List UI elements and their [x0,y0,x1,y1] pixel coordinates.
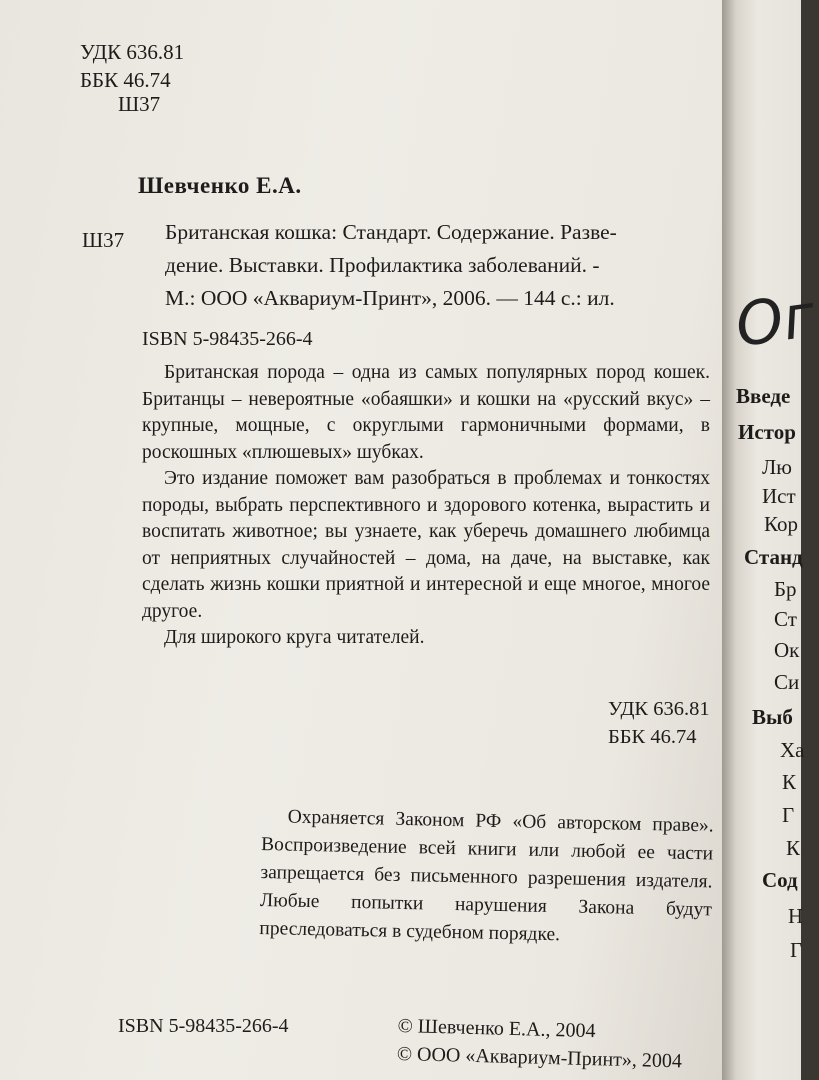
contents-line: Ист [762,484,796,508]
copyright-author: © Шевченко Е.А., 2004 [397,1014,596,1043]
abstract-paragraph: Для широкого круга читателей. [164,627,425,648]
contents-line: Станд [744,545,803,569]
isbn: ISBN 5-98435-266-4 [142,328,313,350]
contents-line: Сод [762,868,798,892]
contents-line: Бр [774,577,797,601]
bbk-code: ББК 46.74 [80,68,171,92]
author-name: Шевченко Е.А. [138,173,302,198]
abstract-paragraph: Британская порода – одна из самых популярных пород кошек. Британцы – невероятные «обаяшки» и кошки на «русский вкус» – крупные, мощные, с округлыми гармоничными формами, в роскошных «плюшевых» шубках. [142,362,710,463]
copyright-publisher: © ООО «Аквариум-Принт», 2004 [396,1042,683,1073]
contents-line: К [786,836,801,860]
copyright-law-notice: Охраняется Законом РФ «Об авторском праве». Воспроизведение всей книги или любой ее части запрещается без письменного разрешения издателя. Любые попытки нарушения Закона будут преследоваться в судебном порядке. [259,806,714,946]
contents-line: Выб [752,705,793,729]
isbn-bottom: ISBN 5-98435-266-4 [118,1015,289,1037]
contents-line: Си [774,670,800,694]
contents-line: Введе [736,384,791,408]
udk-code: УДК 636.81 [608,698,710,720]
bibliographic-description [165,216,617,315]
contents-page [722,0,819,1080]
contents-line: Н [788,904,804,928]
contents-line: Г [782,803,795,827]
contents-line: Ок [774,638,800,662]
contents-line: Ха [780,738,805,762]
udk-classification-top [80,38,184,94]
udk-code: УДК 636.81 [80,40,185,64]
desc-line: дение. Выставки. Профилактика заболеваний. - [165,253,600,277]
abstract-paragraph: Это издание поможет вам разобраться в проблемах и тонкостях породы, выбрать перспективного и здорового котенка, вырастить и воспитать животное; вы узнаете, как уберечь домашнего любимца от неприятных случайностей – дома, на даче, на выставке, как сделать жизнь кошки приятной и интересной и еще многое, многое другое. [142,468,710,622]
contents-line: Г [790,938,803,962]
bbk-code: ББК 46.74 [608,726,697,748]
abstract [142,360,710,652]
copyright-block [397,1012,683,1075]
author-mark-top: Ш37 [118,92,161,116]
contents-line: Истор [738,420,796,444]
desc-line: М.: ООО «Аквариум-Принт», 2006. — 144 с.: ил. [165,286,615,310]
author-mark-side: Ш37 [82,228,125,252]
udk-classification-bottom [608,695,710,751]
contents-line: Ст [774,607,797,631]
contents-line: Лю [762,455,792,479]
desc-line: Британская кошка: Стандарт. Содержание. Разве- [165,220,617,244]
contents-line: Кор [764,512,798,536]
contents-line: К [782,770,797,794]
contents-heading-fragment: Ог [731,280,819,362]
